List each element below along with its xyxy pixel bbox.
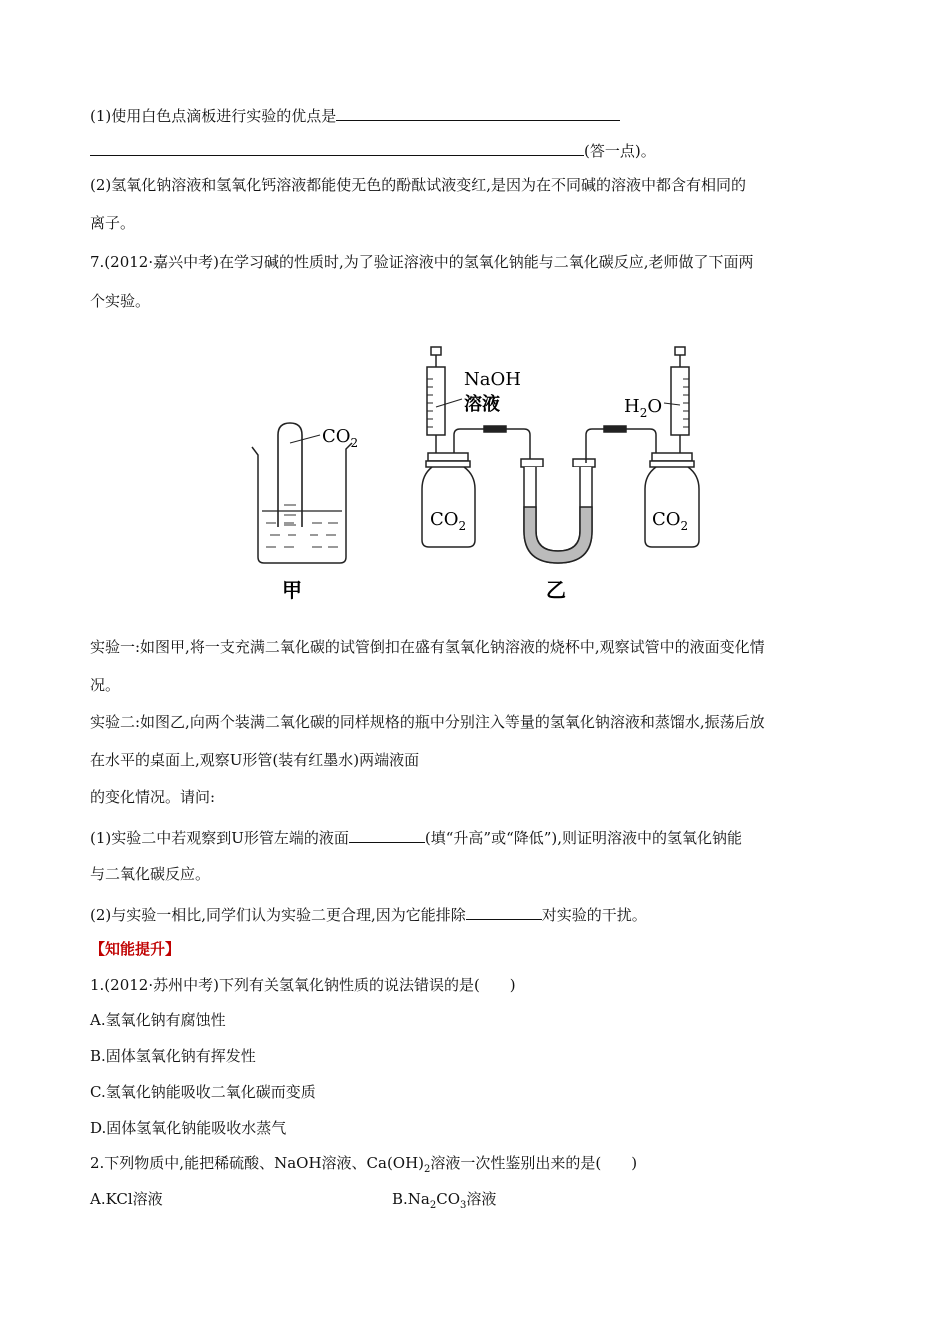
q7-exp1-line1: 实验一:如图甲,将一支充满二氧化碳的试管倒扣在盛有氢氧化钠溶液的烧杯中,观察试管中的液面变化情 — [90, 638, 765, 656]
q7-sub1-line2: 与二氧化碳反应。 — [90, 865, 211, 883]
q7-exp1-line2: 况。 — [90, 676, 121, 694]
mc2-option-b — [392, 1189, 496, 1209]
mc1-option-d: D.固体氢氧化钠能吸收水蒸气 — [90, 1119, 287, 1137]
mc2-stem — [90, 1153, 637, 1173]
q6-part1-text: (1)使用白色点滴板进行实验的优点是 — [90, 107, 337, 125]
h2o-label: $H_2O$ — [624, 396, 663, 420]
mc2-b-a: B.Na — [392, 1190, 430, 1208]
q6-part1-cont — [90, 139, 656, 161]
mc2-b-sub1: 2 — [429, 1200, 437, 1211]
mc2-b-c: 溶液 — [466, 1190, 497, 1208]
q7-intro-line2: 个实验。 — [90, 292, 151, 310]
q6-part1 — [90, 104, 620, 126]
q7-exp2-line2: 在水平的桌面上,观察U形管(装有红墨水)两端液面 — [90, 751, 420, 769]
figure-label-jia: 甲 — [282, 578, 302, 602]
q7-sub1-blank — [349, 826, 425, 843]
q7-exp2-line1: 实验二:如图乙,向两个装满二氧化碳的同样规格的瓶中分别注入等量的氢氧化钠溶液和蒸馏水,振荡后放 — [90, 713, 765, 731]
experiment-figure — [240, 335, 720, 605]
q7-sub1 — [90, 826, 742, 848]
naoh-label: NaOH — [464, 369, 521, 390]
mc2-b-b: CO — [436, 1190, 461, 1208]
mc1-option-a: A.氢氧化钠有腐蚀性 — [90, 1011, 226, 1029]
mc1-stem: 1.(2012·苏州中考)下列有关氢氧化钠性质的说法错误的是( ) — [90, 976, 516, 994]
mc1-option-c: C.氢氧化钠能吸收二氧化碳而变质 — [90, 1083, 316, 1101]
q6-part2-line1: (2)氢氧化钠溶液和氢氧化钙溶液都能使无色的酚酞试液变红,是因为在不同碱的溶液中都含有相同的 — [90, 176, 747, 194]
mc2-option-a: A.KCl溶液 — [90, 1190, 163, 1208]
q7-sub2-text-b: 对实验的干扰。 — [541, 906, 647, 924]
q6-part1-blank-2 — [90, 139, 584, 156]
mc2-stem-a: 2.下列物质中,能把稀硫酸、NaOH溶液、Ca(OH) — [90, 1154, 425, 1172]
q7-sub2 — [90, 903, 647, 925]
q7-sub1-text-a: (1)实验二中若观察到U形管左端的液面 — [90, 829, 349, 847]
mc1-option-b: B.固体氢氧化钠有挥发性 — [90, 1047, 256, 1065]
figure-label-yi: 乙 — [546, 578, 566, 602]
q7-exp2-line3: 的变化情况。请问: — [90, 788, 216, 806]
co2-label-jia: $CO_2$ — [322, 426, 359, 450]
q7-intro-line1: 7.(2012·嘉兴中考)在学习碱的性质时,为了验证溶液中的氢氧化钠能与二氧化碳反应,老师做了下面两 — [90, 253, 754, 271]
mc2-b-sub2: 3 — [460, 1200, 467, 1211]
mc2-stem-sub: 2 — [424, 1164, 431, 1175]
q6-part1-blank — [336, 104, 620, 121]
co2-label-left-bottle: $CO_2$ — [430, 509, 467, 533]
solution-label: 溶液 — [464, 394, 500, 415]
q7-sub1-text-b: (填“升高”或“降低”),则证明溶液中的氢氧化钠能 — [424, 829, 743, 847]
mc2-stem-b: 溶液一次性鉴别出来的是( ) — [430, 1154, 638, 1172]
section-title: 【知能提升】 — [90, 940, 181, 958]
co2-label-right-bottle: $CO_2$ — [652, 509, 689, 533]
q7-sub2-blank — [466, 903, 542, 920]
q7-sub2-text-a: (2)与实验一相比,同学们认为实验二更合理,因为它能排除 — [90, 906, 466, 924]
q6-part1-suffix: (答一点)。 — [584, 142, 656, 160]
q6-part2-line2: 离子。 — [90, 214, 136, 232]
